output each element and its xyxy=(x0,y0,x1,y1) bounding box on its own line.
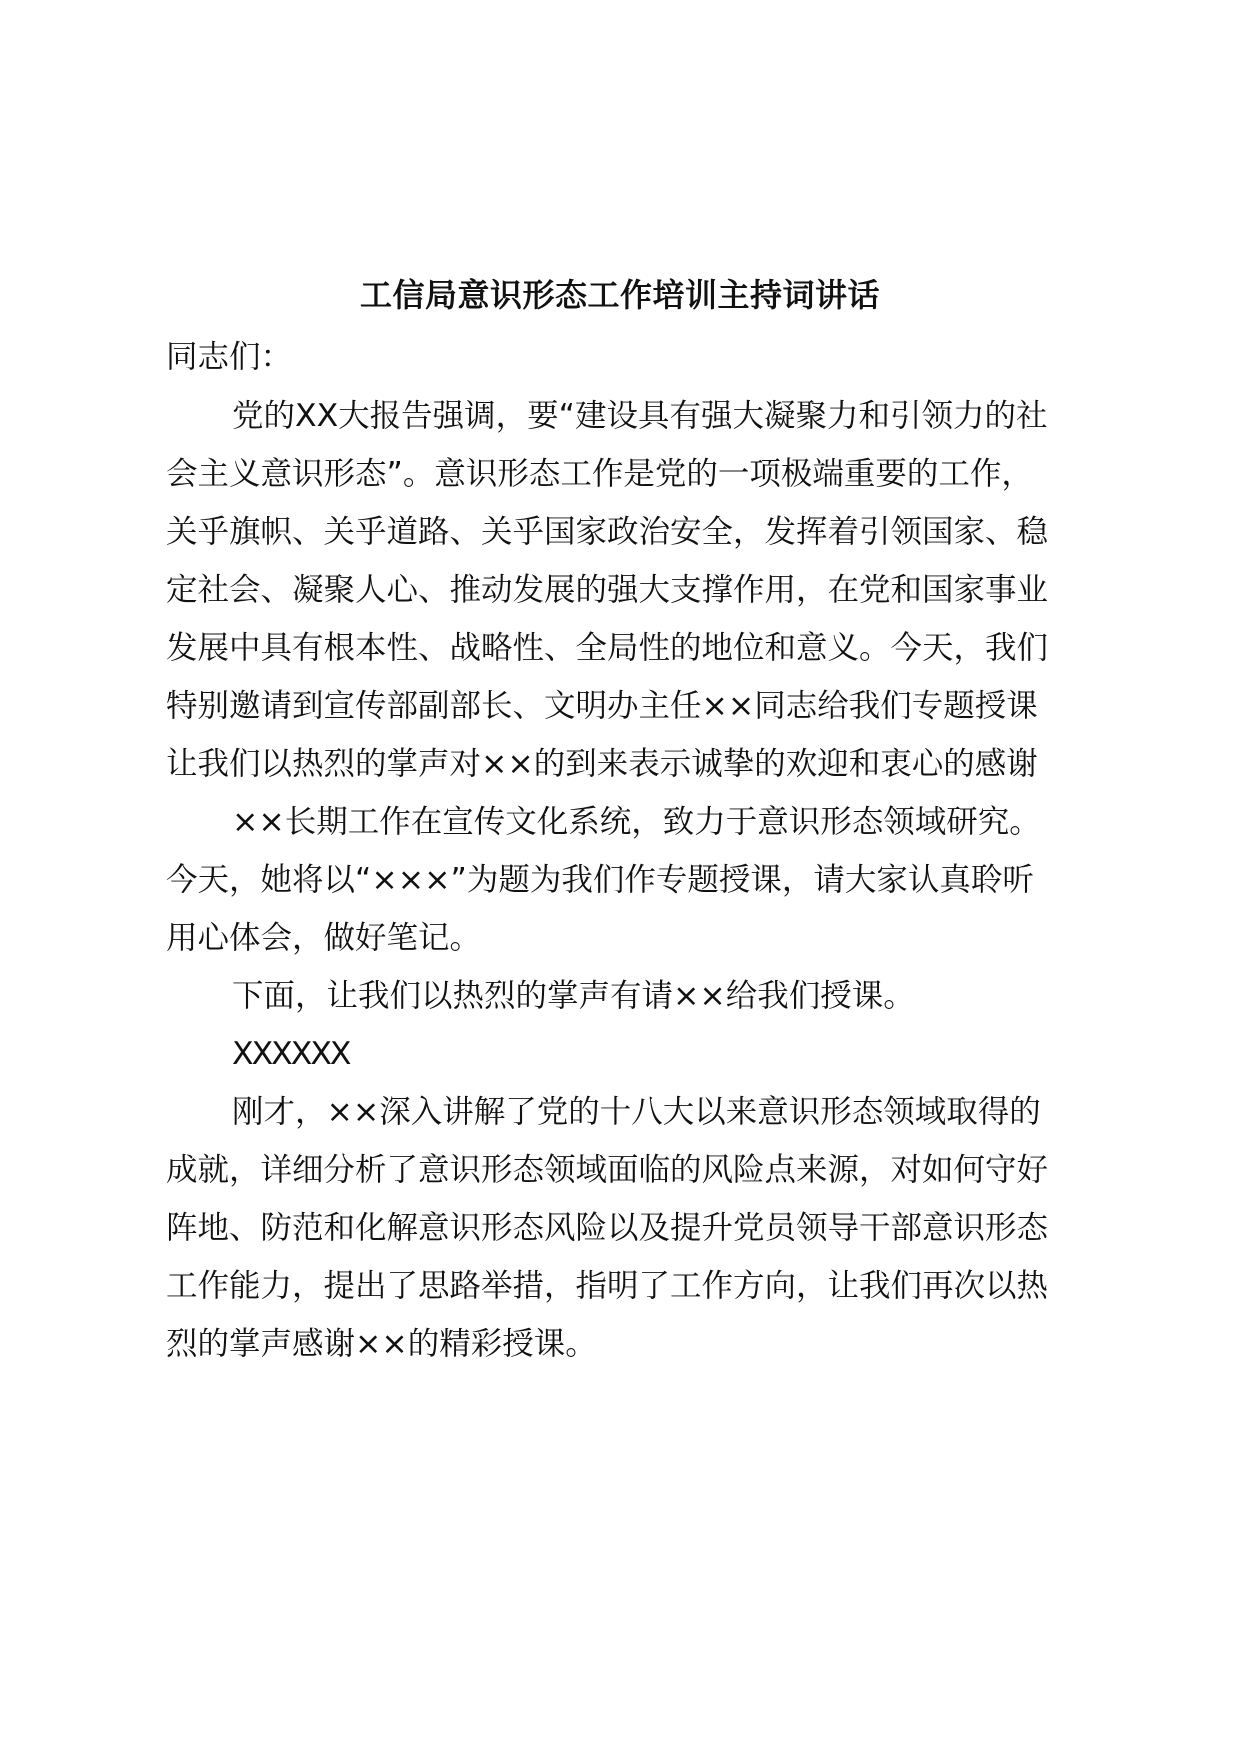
paragraph-2-line-2: 今天，她将以“×××”为题为我们作专题授课，请大家认真聆听 xyxy=(166,862,1034,898)
paragraph-5-line-4: 工作能力，提出了思路举措，指明了工作方向，让我们再次以热 xyxy=(166,1268,1049,1304)
placeholder-line: XXXXXX xyxy=(232,1036,350,1072)
paragraph-5-line-5: 烈的掌声感谢××的精彩授课。 xyxy=(166,1326,597,1362)
paragraph-3-line-1: 下面，让我们以热烈的掌声有请××给我们授课。 xyxy=(232,978,915,1014)
salutation: 同志们： xyxy=(166,339,293,375)
paragraph-2-line-1: ××长期工作在宣传文化系统，致力于意识形态领域研究。 xyxy=(232,804,1041,840)
paragraph-1-line-7: 让我们以热烈的掌声对××的到来表示诚挚的欢迎和衷心的感谢 xyxy=(166,746,1038,782)
paragraph-1-line-3: 关乎旗帜、关乎道路、关乎国家政治安全，发挥着引领国家、稳 xyxy=(166,514,1049,550)
paragraph-1-line-1: 党的XX大报告强调，要“建设具有强大凝聚力和引领力的社 xyxy=(232,398,1048,434)
paragraph-2-line-3: 用心体会，做好笔记。 xyxy=(166,920,482,956)
document-title: 工信局意识形态工作培训主持词讲话 xyxy=(359,276,880,314)
paragraph-5-line-2: 成就，详细分析了意识形态领域面临的风险点来源，对如何守好 xyxy=(166,1152,1049,1188)
paragraph-5-line-3: 阵地、防范和化解意识形态风险以及提升党员领导干部意识形态 xyxy=(166,1210,1049,1246)
paragraph-1-line-5: 发展中具有根本性、战略性、全局性的地位和意义。今天，我们 xyxy=(166,630,1049,666)
paragraph-1-line-6: 特别邀请到宣传部副部长、文明办主任××同志给我们专题授课 xyxy=(166,688,1038,724)
paragraph-1-line-4: 定社会、凝聚人心、推动发展的强大支撑作用，在党和国家事业 xyxy=(166,572,1049,608)
paragraph-1-line-2: 会主义意识形态”。意识形态工作是党的一项极端重要的工作， xyxy=(166,456,1033,492)
paragraph-5-line-1: 刚才，××深入讲解了党的十八大以来意识形态领域取得的 xyxy=(232,1094,1041,1130)
